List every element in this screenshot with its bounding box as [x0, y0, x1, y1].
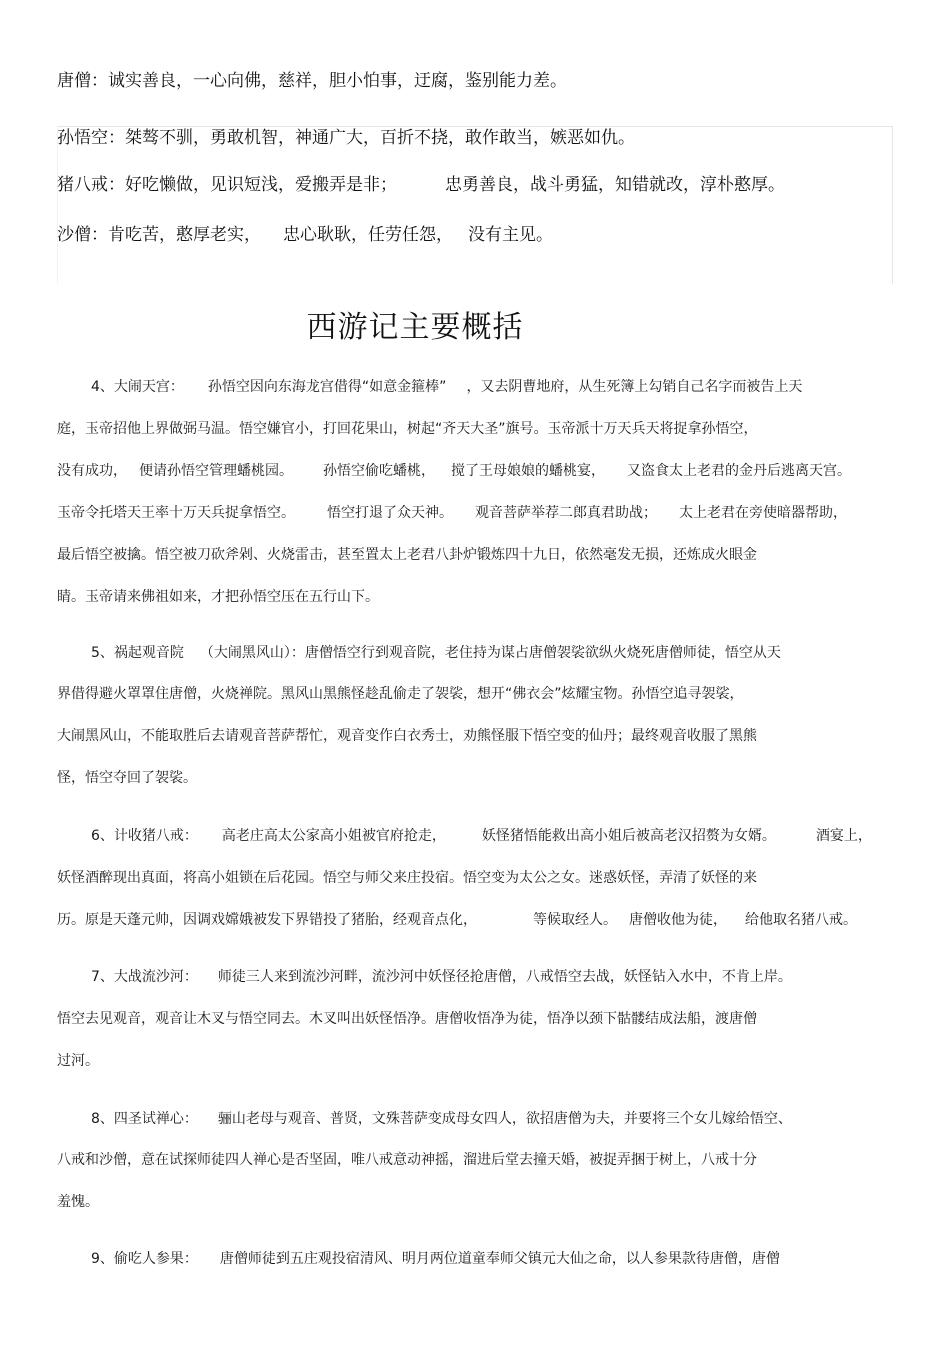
- character-bajie-part2: 忠勇善良，战斗勇猛，知错就改，淳朴憨厚。: [445, 175, 785, 195]
- character-wukong: 孙悟空：桀骜不驯，勇敢机智，神通广大，百折不挠，敢作敢当，嫉恶如仇。: [57, 128, 635, 148]
- section-8-line-3: 羞愧。: [57, 1194, 99, 1210]
- section-7-heading: 7、大战流沙河：: [91, 969, 198, 985]
- section-7-line-1: [91, 967, 792, 987]
- section-5-line-2: 界借得避火罩罩住唐僧，火烧禅院。黑风山黑熊怪趁乱偷走了袈裟，想开“佛衣会”炫耀宝物。孙悟空追寻袈裟，: [57, 686, 744, 702]
- section-5-line-1: [91, 643, 781, 663]
- section-5-heading: 5、祸起观音院: [91, 645, 184, 661]
- section-9-heading: 9、偷吃人参果：: [91, 1251, 198, 1267]
- section-4-text: 观音菩萨举荐二郎真君助战；: [475, 505, 657, 521]
- character-box: [57, 126, 893, 284]
- character-shaseng: [57, 224, 553, 246]
- section-4-text: 孙悟空因向东海龙宫借得“如意金箍棒”: [207, 379, 447, 395]
- section-6-text: 酒宴上，: [815, 828, 872, 844]
- section-4-line-1: [91, 377, 802, 397]
- section-8-line-2: 八戒和沙僧，意在试探师徒四人禅心是否坚固，唯八戒意动神摇，溜进后堂去撞天婚，被捉弄捆于树上，八戒十分: [57, 1152, 757, 1168]
- section-6-text: 妖怪猪悟能救出高小姐后被高老汉招赘为女婿。: [481, 828, 776, 844]
- section-5-line-3: 大闹黑风山，不能取胜后去请观音菩萨帮忙，观音变作白衣秀士，劝熊怪服下悟空变的仙丹；最终观音收服了黑熊: [57, 728, 757, 744]
- section-6-line-2: 妖怪酒醉现出真面，将高小姐锁在后花园。悟空与师父来庄投宿。悟空变为太公之女。迷惑妖怪，弄清了妖怪的来: [57, 870, 757, 886]
- section-6-text: 唐僧收他为徒，: [629, 912, 727, 928]
- section-6-text: 历。原是天蓬元帅，因调戏嫦娥被发下界错投了猪胎，经观音点化，: [57, 912, 477, 928]
- section-9-line-1: [91, 1249, 780, 1269]
- page-title: 西游记主要概括: [306, 310, 524, 345]
- section-4-text: 玉帝令托塔天王率十万天兵捉拿悟空。: [57, 505, 295, 521]
- character-bajie: [57, 174, 785, 196]
- section-4-text: ，又去阴曹地府，从生死簿上勾销自己名字而被告上天: [466, 379, 803, 395]
- section-6-heading: 6、计收猪八戒：: [91, 828, 198, 844]
- section-5-line-4: 怪，悟空夺回了袈裟。: [57, 770, 197, 786]
- section-8-text: 骊山老母与观音、普贤，文殊菩萨变成母女四人，欲招唐僧为夫，并要将三个女儿嫁给悟空、: [217, 1111, 792, 1127]
- section-7-line-2: 悟空去见观音，观音让木叉与悟空同去。木叉叫出妖怪悟净。唐僧收悟净为徒，悟净以颈下骷髅结成法船，渡唐僧: [57, 1011, 757, 1027]
- section-4-line-2: 庭，玉帝招他上界做弼马温。悟空嫌官小，打回花果山，树起“齐天大圣”旗号。玉帝派十万天兵天将捉拿孙悟空，: [57, 421, 758, 437]
- character-bajie-part1: 猪八戒：好吃懒做，见识短浅，爱搬弄是非；: [57, 175, 397, 195]
- section-7-line-3: 过河。: [57, 1053, 99, 1069]
- section-4-text: 孙悟空偷吃蟠桃，: [323, 463, 435, 479]
- section-6-line-3: [57, 910, 857, 930]
- section-4-text: 太上老君在旁使暗器帮助，: [679, 505, 847, 521]
- character-shaseng-part1: 沙僧：肯吃苦，憨厚老实，: [57, 225, 261, 245]
- section-8-heading: 8、四圣试禅心：: [91, 1111, 198, 1127]
- section-4-text: 搅了王母娘娘的蟠桃宴，: [451, 463, 605, 479]
- section-6-text: 给他取名猪八戒。: [745, 912, 857, 928]
- character-shaseng-part2: 忠心耿耿，任劳任怨，: [283, 225, 453, 245]
- section-7-text: 师徒三人来到流沙河畔，流沙河中妖怪径抢唐僧，八戒悟空去战，妖怪钻入水中，不肯上岸。: [217, 969, 792, 985]
- section-4-heading: 4、大闹天宫：: [91, 379, 184, 395]
- section-6-text: 高老庄高太公家高小姐被官府抢走，: [221, 828, 446, 844]
- section-5-text: （大闹黑风山）：唐僧悟空行到观音院，老住持为谋占唐僧袈裟欲纵火烧死唐僧师徒，悟空从天: [199, 645, 781, 661]
- section-9-text: 唐僧师徒到五庄观投宿清风、明月两位道童奉师父镇元大仙之命，以人参果款待唐僧，唐僧: [219, 1251, 780, 1267]
- section-4-line-4: [57, 503, 847, 523]
- section-4-line-3: [57, 461, 851, 481]
- section-4-text: 没有成功，: [57, 463, 127, 479]
- section-4-text: 又盗食太上老君的金丹后逃离天宫。: [627, 463, 851, 479]
- section-4-text: 悟空打退了众天神。: [327, 505, 453, 521]
- section-8-line-1: [91, 1109, 792, 1129]
- section-6-text: 等候取经人。: [533, 912, 617, 928]
- section-4-line-5: 最后悟空被擒。悟空被刀砍斧剁、火烧雷击，甚至置太上老君八卦炉锻炼四十九日，依然毫发无损，还炼成火眼金: [57, 547, 757, 563]
- character-shaseng-part3: 没有主见。: [468, 225, 553, 245]
- section-4-line-6: 睛。玉帝请来佛祖如来，才把孙悟空压在五行山下。: [57, 589, 379, 605]
- section-6-line-1: [91, 826, 872, 846]
- section-4-text: 便请孙悟空管理蟠桃园。: [139, 463, 293, 479]
- character-tangseng: 唐僧：诚实善良，一心向佛，慈祥，胆小怕事，迂腐，鉴别能力差。: [57, 71, 567, 91]
